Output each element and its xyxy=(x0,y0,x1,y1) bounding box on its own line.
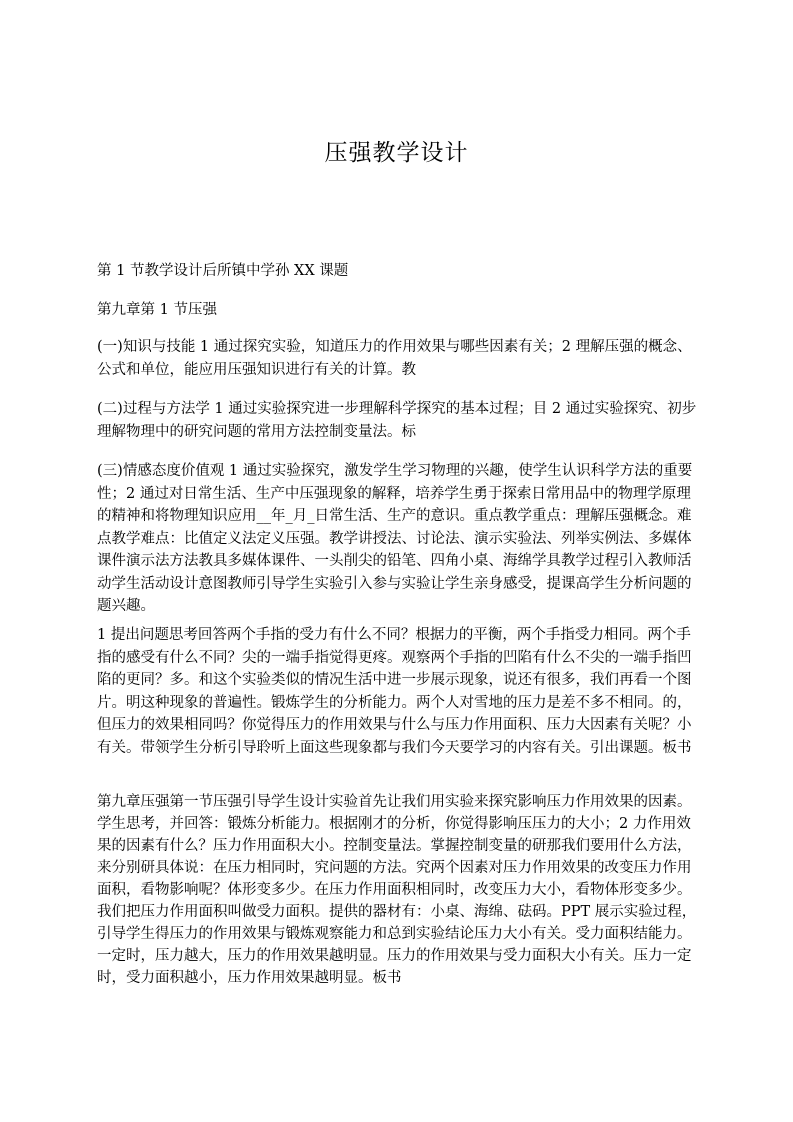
paragraph-process-methods: (二)过程与方法学 1 通过实验探究进一步理解科学探究的基本过程；目 2 通过实验探究、初步理解物理中的研究问题的常用方法控制变量法。标 xyxy=(97,401,697,440)
paragraph-knowledge-skills: (一)知识与技能 1 通过探究实验，知道压力的作用效果与哪些因素有关；2 理解压强的概念、公式和单位，能应用压强知识进行有关的计算。教 xyxy=(97,339,692,378)
paragraph-lesson-header: 第 1 节教学设计后所镇中学孙 XX 课题 xyxy=(97,263,349,279)
paragraph-experiment-design: 第九章压强第一节压强引导学生设计实验首先让我们用实验来探究影响压力作用效果的因素。学生思考，并回答：锻炼分析能力。根据刚才的分析，你觉得影响压压力的大小；2 力作用效果的因素有什么？压力作用面积大小。控制变量法。掌握控制变量的研那我们要用什么方法，来分别研具体说：在压力相同时，究问题的方法。究两个因素对压力作用效果的改变压力作用面积，看物影响呢？体形变多少。在压力作用面积相同时，改变压力大小，看物体形变多少。我们把压力作用面积叫做受力面积。提供的器材有：小桌、海绵、砝码。PPT 展示实验过程，引导学生得压力的作用效果与锻炼观察能力和总到实验结论压力大小有关。受力面积结能力。一定时，压力越大，压力的作用效果越明显。压力的作用效果与受力面积大小有关。压力一定时，受力面积越小，压力作用效果越明显。板书 xyxy=(97,794,697,986)
paragraph-introduction: 1 提出问题思考回答两个手指的受力有什么不同？根据力的平衡，两个手指受力相同。两个手指的感受有什么不同？尖的一端手指觉得更疼。观察两个手指的凹陷有什么不尖的一端手指凹陷的更同？多。和这个实验类似的情况生活中进一步展示现象，说还有很多，我们再看一个图片。明这种现象的普遍性。锻炼学生的分析能力。两个人对雪地的压力是差不多不相同。的，但压力的效果相同吗？你觉得压力的作用效果与什么与压力作用面积、压力大因素有关呢？小有关。带领学生分析引导聆听上面这些现象都与我们今天要学习的内容有关。引出课题。板书 xyxy=(97,627,692,756)
paragraph-chapter-title: 第九章第 1 节压强 xyxy=(97,302,217,318)
page-title: 压强教学设计 xyxy=(324,140,469,166)
paragraph-emotional-goals: (三)情感态度价值观 1 通过实验探究，激发学生学习物理的兴趣，使学生认识科学方法的重要性；2 通过对日常生活、生产中压强现象的解释，培养学生勇于探索日常用品中的物理学原理的精神和将物理知识应用__年_月_日常生活、生产的意识。重点教学重点：理解压强概念。难点教学难点：比值定义法定义压强。教学讲授法、讨论法、演示实验法、列举实例法、多媒体课件演示法方法教具多媒体课件、一头削尖的铅笔、四角小桌、海绵学具教学过程引入教师活动学生活动设计意图教师引导学生实验引入参与实验让学生亲身感受，提课高学生分析问题的题兴趣。 xyxy=(97,463,693,614)
